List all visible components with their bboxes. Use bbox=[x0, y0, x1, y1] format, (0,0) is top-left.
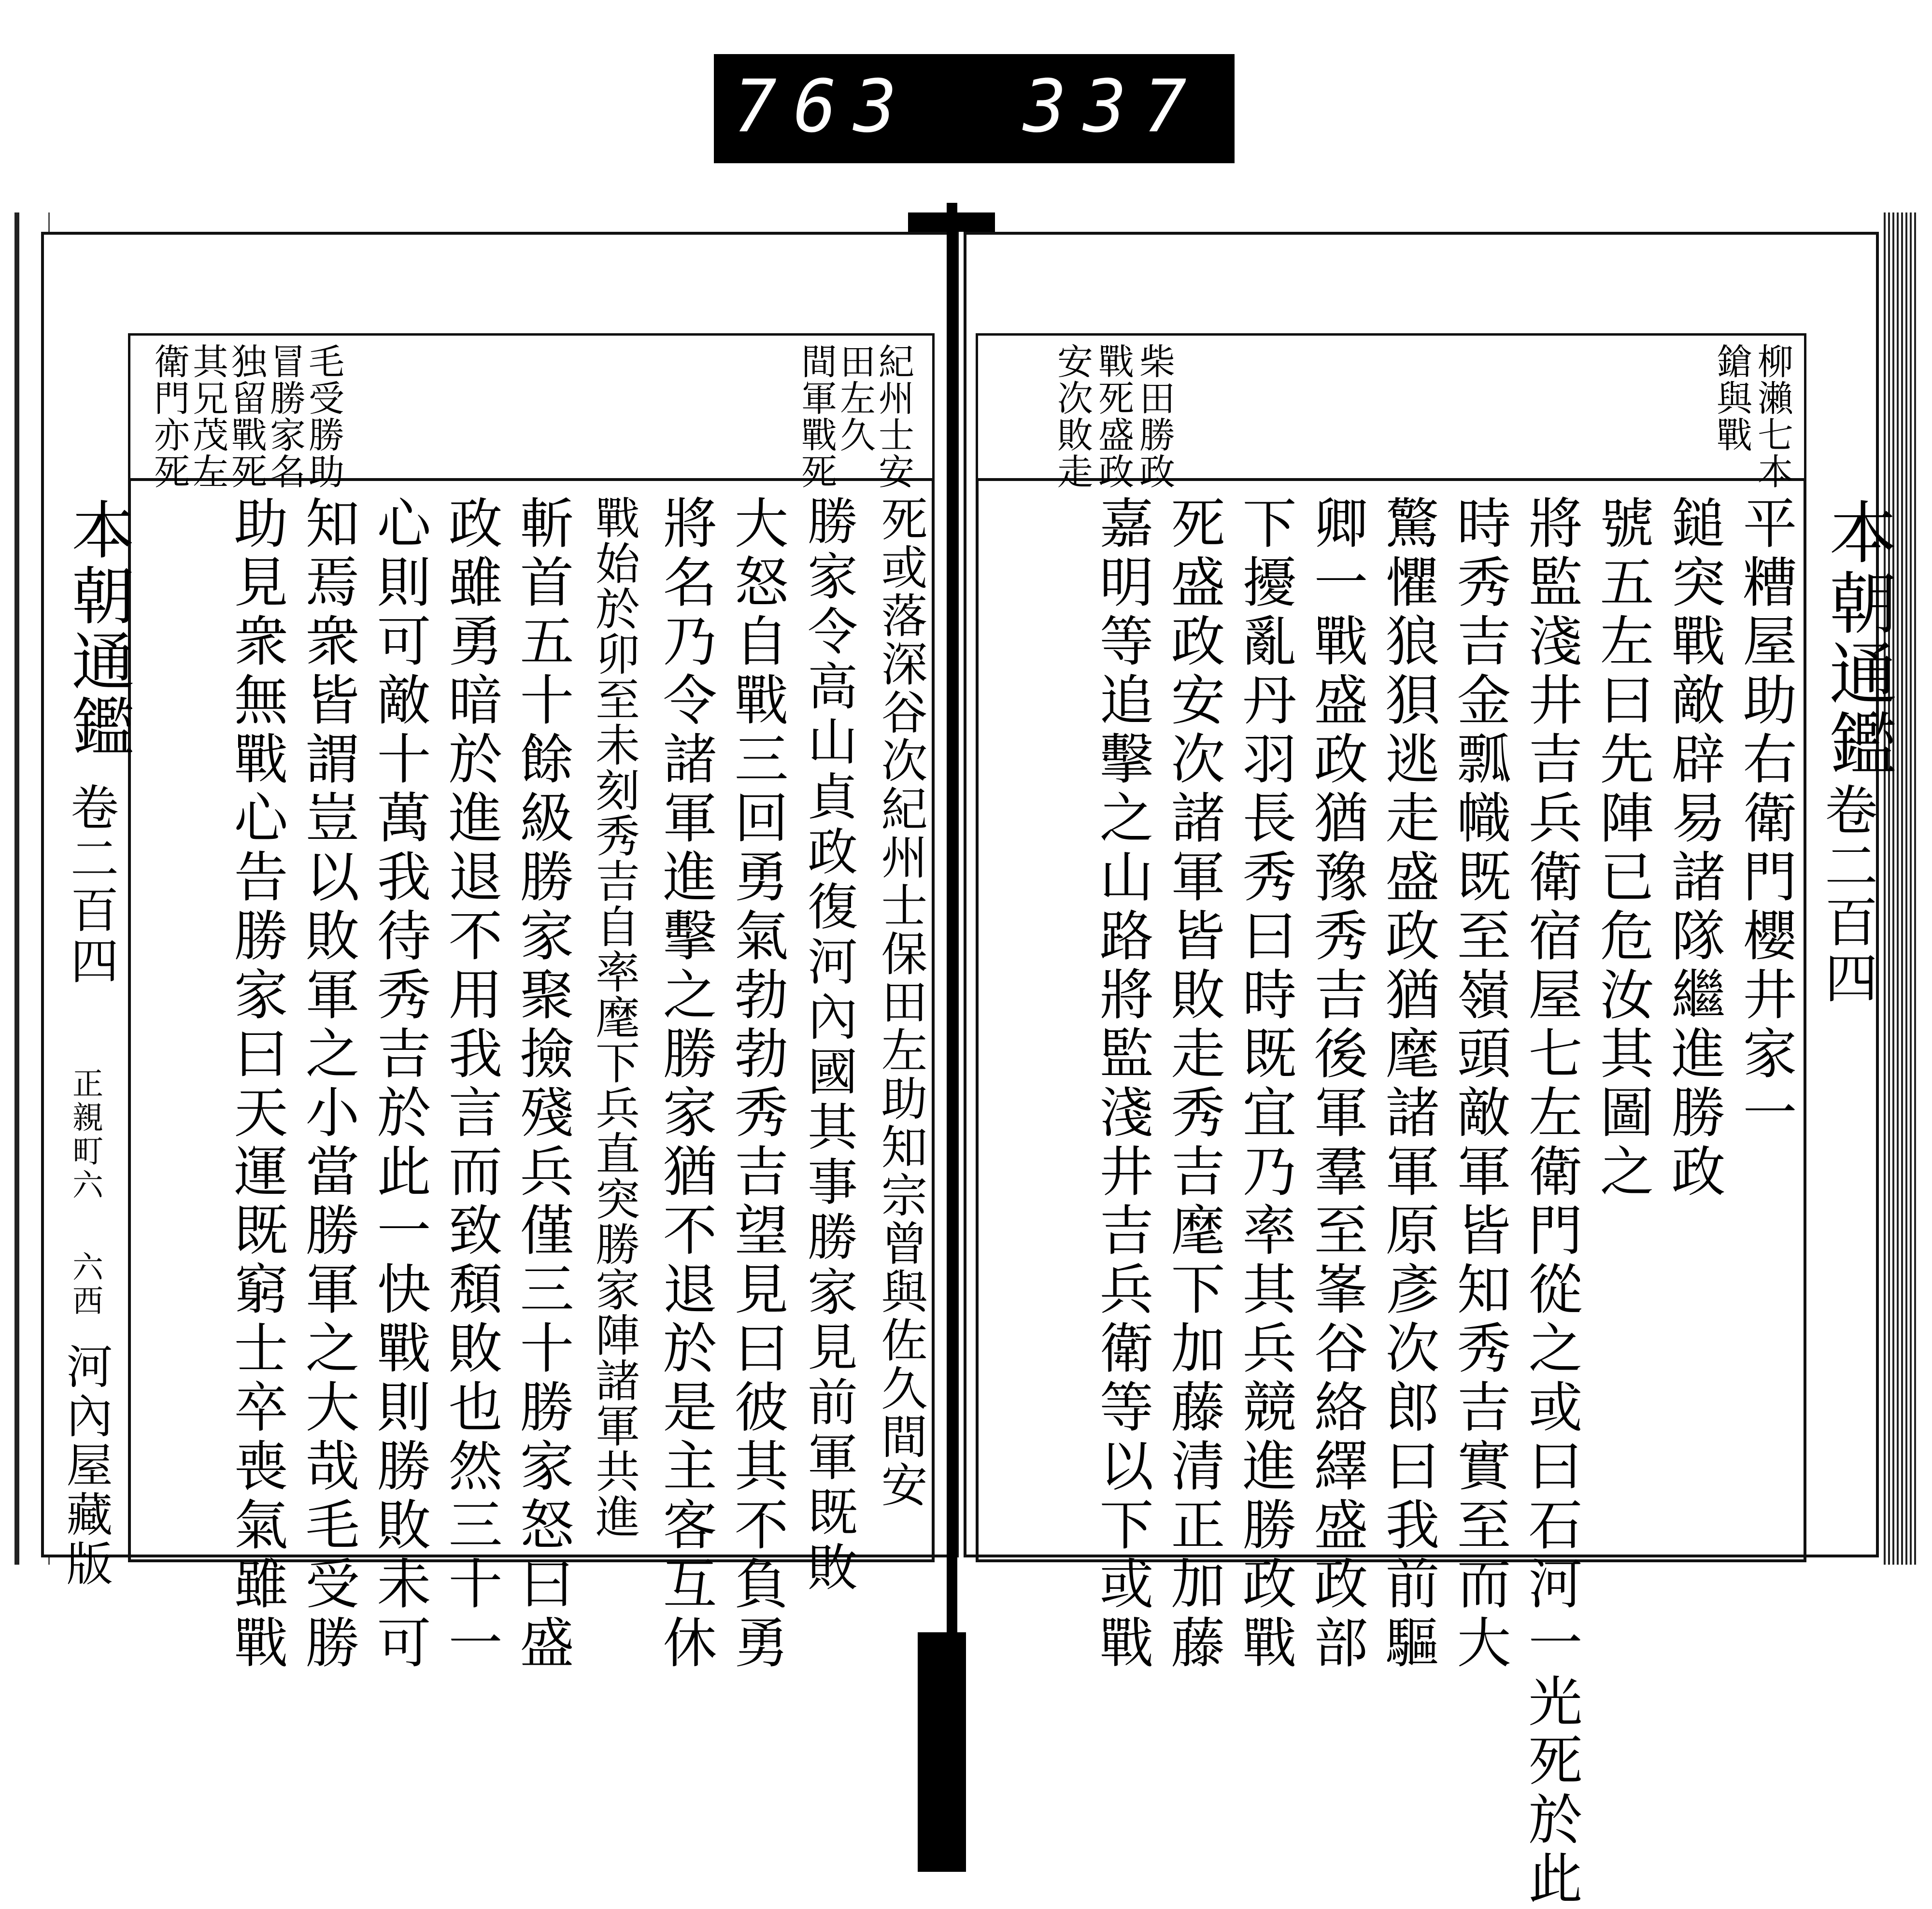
left-side-publisher: 河內屋藏版 bbox=[59, 1343, 113, 1589]
left-column-7: 政雖勇暗於進退不用我言而致頽敗也然三十一 bbox=[440, 495, 502, 1673]
right-note-3: 柴田勝政 bbox=[1134, 343, 1175, 490]
left-note-4: 毛受勝助 bbox=[303, 343, 344, 490]
left-note-3: 間軍戰死 bbox=[796, 343, 837, 490]
spine-bottom-strap bbox=[918, 1632, 966, 1872]
left-column-3: 大怒自戰三回勇氣勃勃秀吉望見曰彼其不負勇 bbox=[725, 495, 788, 1673]
reel-number-right: 337 bbox=[1023, 65, 1203, 149]
right-column-6: 驚懼狼狽逃走盛政猶麾諸軍原彥次郎曰我前驅 bbox=[1377, 495, 1439, 1673]
left-note-2: 田左久 bbox=[834, 343, 876, 453]
left-side-folio: 六西 bbox=[67, 1251, 103, 1318]
left-column-8: 心則可敵十萬我待秀吉於此一快戰則勝敗未可 bbox=[368, 495, 431, 1673]
right-column-9: 死盛政安次諸軍皆敗走秀吉麾下加藤清正加藤 bbox=[1162, 495, 1225, 1673]
left-column-4: 將名乃令諸軍進擊之勝家猶不退於是主客互休 bbox=[654, 495, 717, 1673]
left-note-7: 其兄茂左 bbox=[187, 343, 228, 490]
right-note-2: 鎗與戰 bbox=[1711, 343, 1752, 453]
right-column-2: 鎚突戰敵辟易諸隊繼進勝政 bbox=[1662, 495, 1725, 1202]
left-side-title: 本朝通鑑 bbox=[61, 497, 135, 760]
reel-number-left: 763 bbox=[733, 65, 913, 149]
left-column-1: 死或落深谷次紀州士保田左助知宗曾與佐久間安 bbox=[874, 495, 928, 1509]
reel-number-plate bbox=[714, 54, 1235, 163]
right-note-5: 安次敗走 bbox=[1051, 343, 1093, 490]
right-side-title: 本朝通鑑 bbox=[1818, 497, 1897, 779]
left-side-volume: 卷二百四 bbox=[62, 782, 119, 987]
right-column-8: 下擾亂丹羽長秀曰時既宜乃率其兵競進勝政戰 bbox=[1234, 495, 1296, 1673]
right-note-1: 柳瀨七本 bbox=[1752, 343, 1793, 490]
right-column-4: 將監淺井吉兵衛宿屋七左衛門從之或曰石河一光死於此 bbox=[1520, 495, 1582, 1909]
left-column-5: 戰始於卯至未刻秀吉自率麾下兵直突勝家陣諸軍共進 bbox=[588, 495, 640, 1539]
left-note-8: 衛門亦死 bbox=[148, 343, 190, 490]
left-column-10: 助見衆無戰心告勝家曰天運既窮士卒喪氣雖戰 bbox=[225, 495, 288, 1673]
right-column-5: 時秀吉金瓢幟既至嶺頭敵軍皆知秀吉實至而大 bbox=[1448, 495, 1511, 1673]
right-column-7: 卿一戰盛政猶豫秀吉後軍羣至峯谷絡繹盛政部 bbox=[1305, 495, 1368, 1673]
right-side-volume: 卷二百四 bbox=[1816, 782, 1878, 1006]
left-side-era: 正親町六 bbox=[67, 1067, 103, 1202]
right-note-4: 戰死盛政 bbox=[1093, 343, 1134, 490]
left-note-6: 独留戰死 bbox=[226, 343, 267, 490]
right-column-1: 平糟屋助右衛門櫻井家一 bbox=[1734, 495, 1797, 1143]
left-column-6: 斬首五十餘級勝家聚撿殘兵僅三十勝家怒曰盛 bbox=[511, 495, 574, 1673]
book-spine bbox=[947, 203, 957, 1872]
left-note-5: 冒勝家名 bbox=[264, 343, 306, 490]
right-column-3: 號五左曰先陣已危汝其圖之 bbox=[1591, 495, 1654, 1202]
left-note-1: 紀州士安 bbox=[873, 343, 914, 490]
left-column-9: 知焉衆皆謂豈以敗軍之小當勝軍之大哉毛受勝 bbox=[297, 495, 359, 1673]
right-column-10: 嘉明等追擊之山路將監淺井吉兵衛等以下或戰 bbox=[1091, 495, 1153, 1673]
left-column-2: 勝家令高山貞政復河內國其事勝家見前軍既敗 bbox=[799, 495, 858, 1596]
right-page-edge-stack bbox=[1884, 212, 1918, 1565]
